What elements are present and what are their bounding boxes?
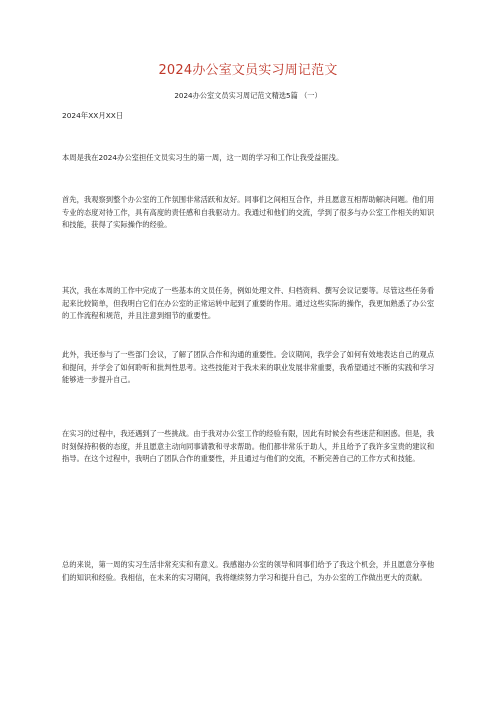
document-subtitle: 2024办公室文员实习周记范文精选5篇 （一） bbox=[174, 91, 322, 100]
paragraph-fourth: 在实习的过程中，我还遇到了一些挑战。由于我对办公室工作的经验有限，因此有时候会有些迷茫和困惑。但是，我时刻保持积极的态度，并且愿意主动向同事请教和寻求帮助。他们都非常乐于助人，并且给予了我许多宝贵的建议和指导。在这个过程中，我明白了团队合作的重要性，并且通过与他们的交流，不断完善自己的工作方式和技能。 bbox=[62, 429, 435, 464]
document-title: 2024办公室文员实习周记范文 bbox=[158, 63, 338, 78]
paragraph-second: 其次，我在本周的工作中完成了一些基本的文员任务，例如处理文件、归档资料、撰写会议记要等。尽管这些任务看起来比较简单，但我明白它们在办公室的正常运转中起到了重要的作用。通过这些实际的操作，我更加熟悉了办公室的工作流程和规范，并且注意到细节的重要性。 bbox=[62, 286, 435, 321]
paragraph-third: 此外，我还参与了一些部门会议，了解了团队合作和沟通的重要性。会议期间，我学会了如何有效地表达自己的观点和提问，并学会了如何聆听和批判性思考。这些技能对于我未来的职业发展非常重要，我希望通过不断的实践和学习能够进一步提升自己。 bbox=[62, 350, 435, 385]
paragraph-intro: 本周是我在2024办公室担任文员实习生的第一周，这一周的学习和工作让我受益匪浅。 bbox=[62, 153, 344, 162]
paragraph-first: 首先，我观察到整个办公室的工作氛围非常活跃和友好。同事们之间相互合作，并且愿意互相帮助解决问题。他们用专业的态度对待工作，具有高度的责任感和自我驱动力。我通过和他们的交流，学到了很多与办公室工作相关的知识和技能，获得了实际操作的经验。 bbox=[62, 195, 435, 230]
paragraph-conclusion: 总的来说，第一周的实习生活非常充实和有意义。我感谢办公室的领导和同事们给予了我这个机会，并且愿意分享他们的知识和经验。我相信，在未来的实习期间，我将继续努力学习和提升自己，为办公室的工作做出更大的贡献。 bbox=[62, 560, 435, 582]
document-date: 2024年XX月XX日 bbox=[62, 111, 124, 120]
